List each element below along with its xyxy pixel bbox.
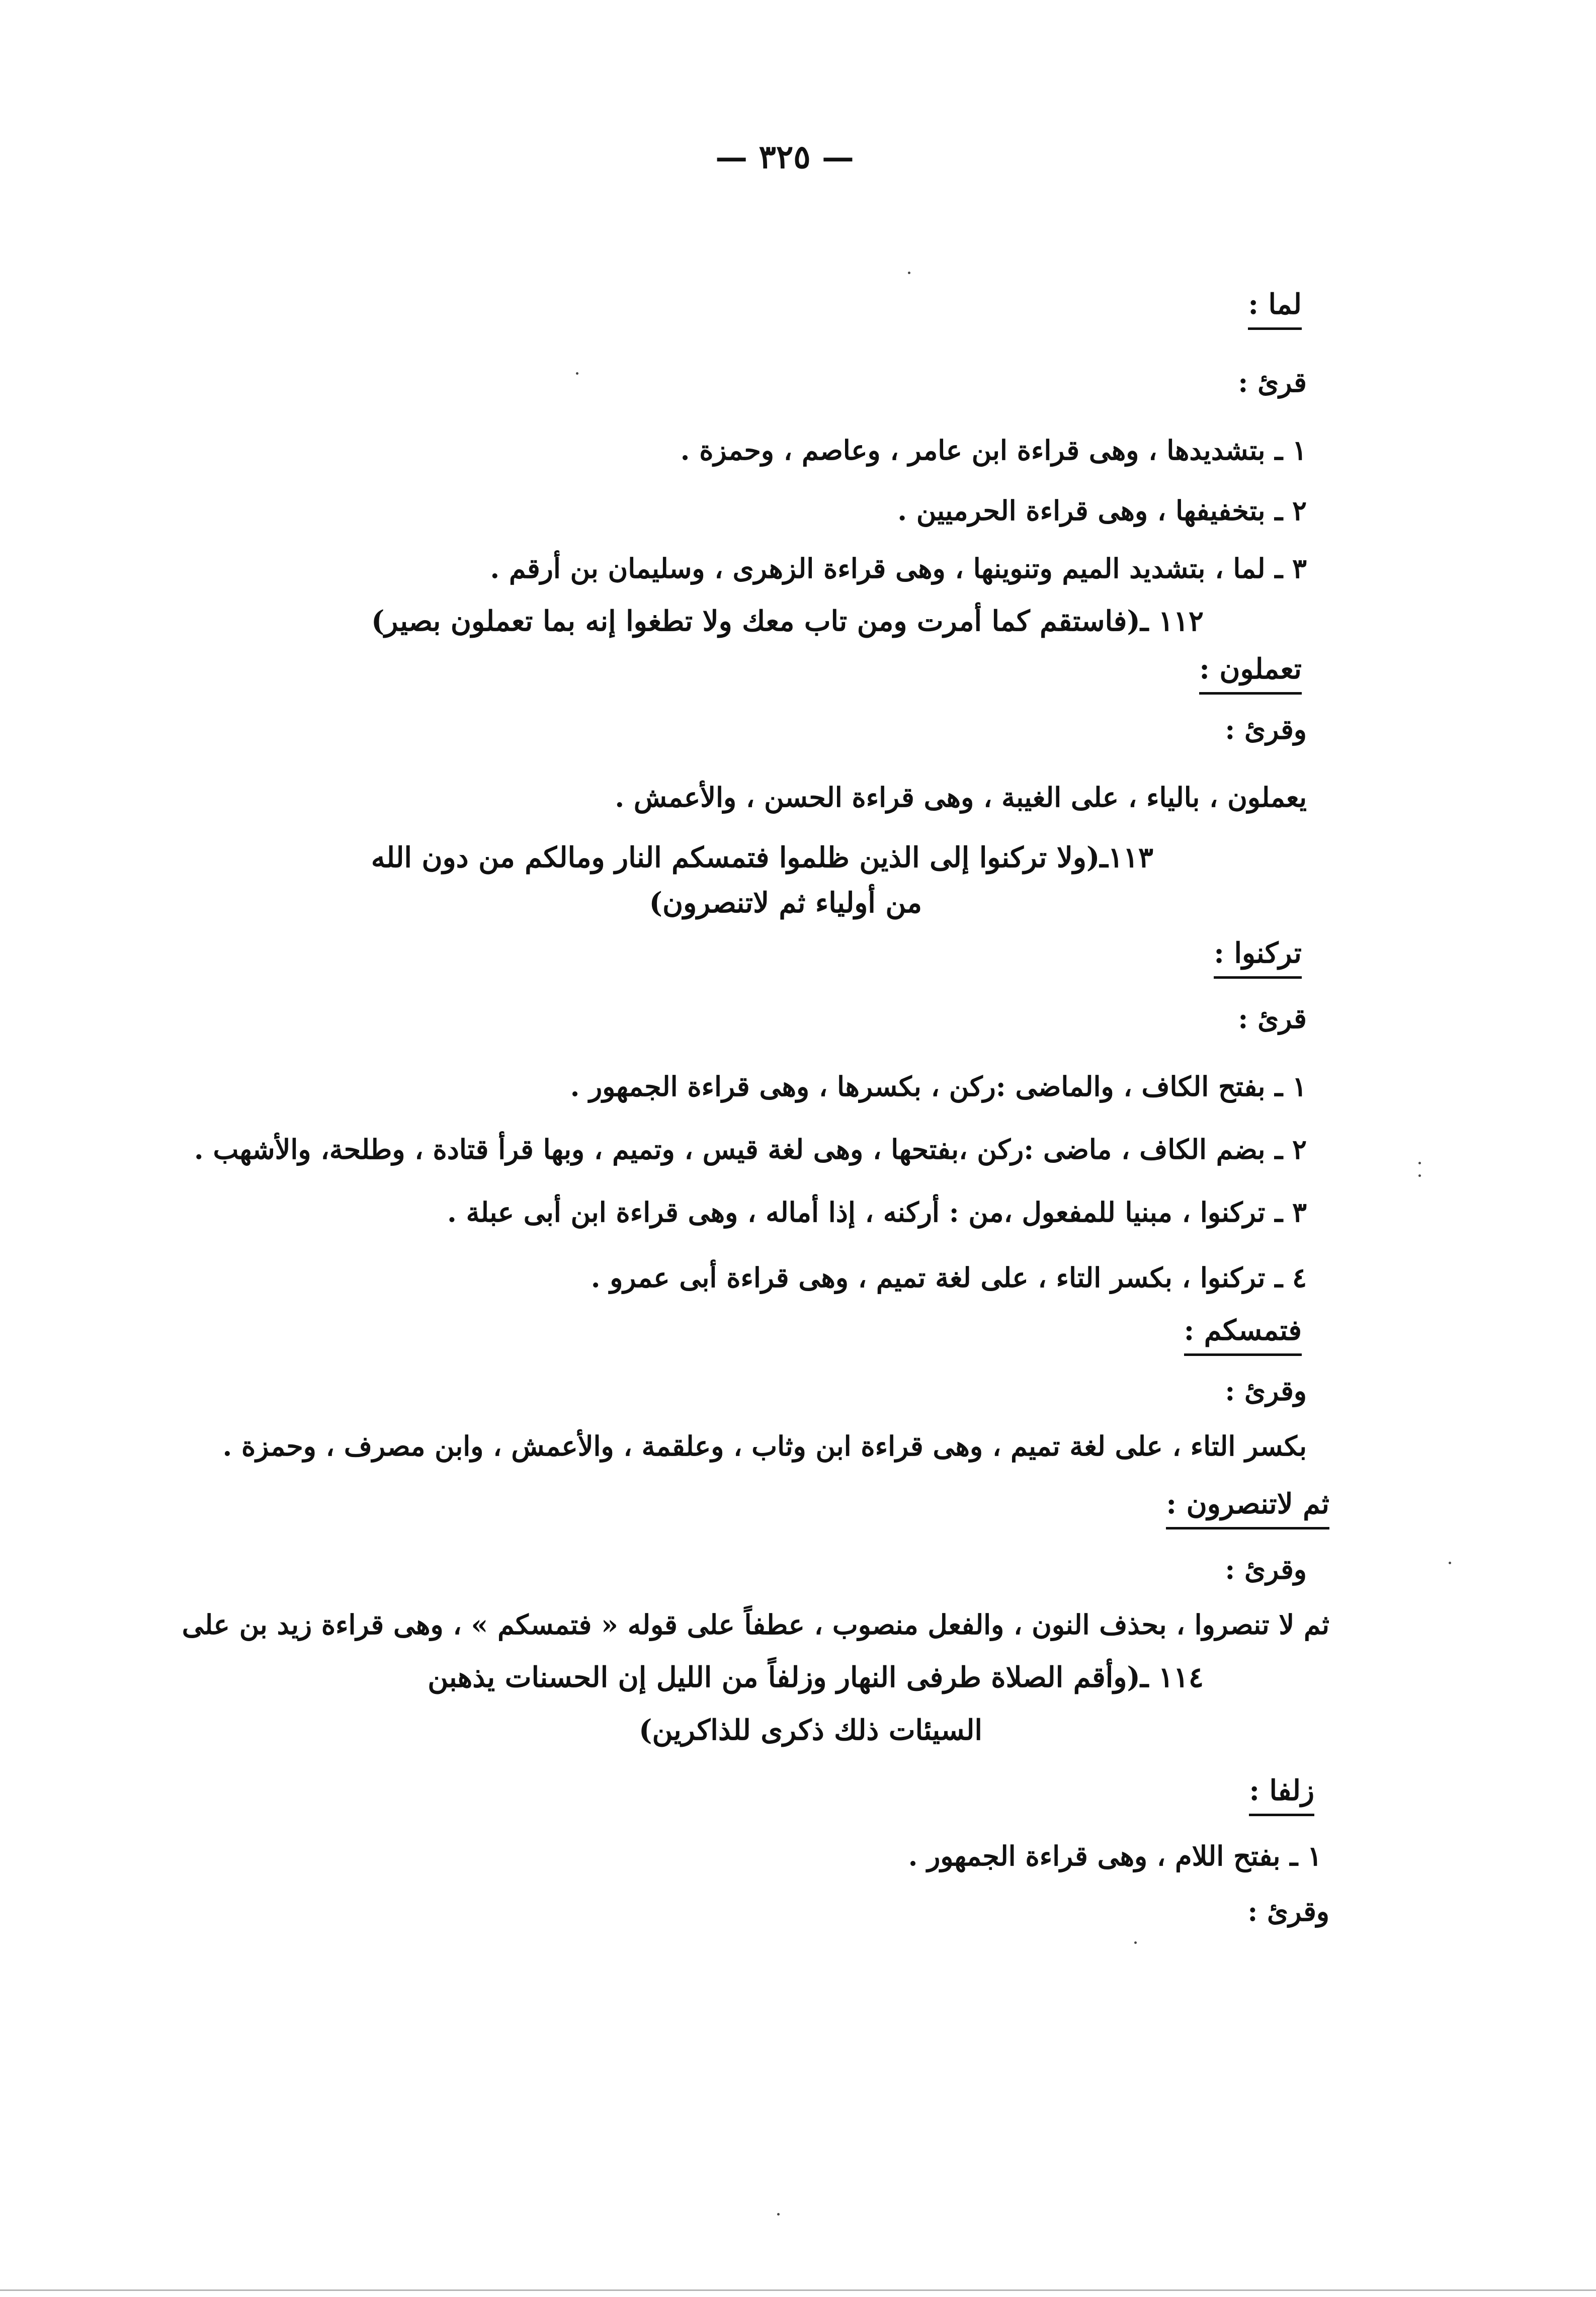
scan-speck bbox=[1134, 1941, 1137, 1944]
text-line: ١ ـ بفتح الكاف ، والماضى :ركن ، بكسرها ، وهى قراءة الجمهور . bbox=[570, 1070, 1307, 1102]
scan-speck bbox=[1449, 1562, 1451, 1564]
text-line: وقرئ : bbox=[1225, 1553, 1307, 1585]
scan-speck bbox=[1418, 1162, 1421, 1164]
heading-tarkanu: تركنوا : bbox=[1214, 933, 1302, 979]
verse-114-line-1: ١١٤ ـ(وأقم الصلاة طرفى النهار وزلفاً من الليل إن الحسنات يذهبن bbox=[428, 1661, 1204, 1694]
text-line: ٢ ـ بضم الكاف ، ماضى :ركن ،بفتحها ، وهى لغة قيس ، وتميم ، وبها قرأ قتادة ، وطلحة، والأشهب . bbox=[194, 1133, 1307, 1165]
text-line: وقرئ : bbox=[1225, 713, 1307, 745]
text-line: قرئ : bbox=[1238, 366, 1307, 398]
verse-114-line-2: السيئات ذلك ذكرى للذاكرين) bbox=[639, 1714, 982, 1747]
verse-113-line-2: من أولياء ثم لاتنصرون) bbox=[649, 886, 922, 919]
text-line: بكسر التاء ، على لغة تميم ، وهى قراءة ابن وثاب ، وعلقمة ، والأعمش ، وابن مصرف ، وحمزة . bbox=[222, 1430, 1307, 1462]
heading-fatamassakum: فتمسكم : bbox=[1184, 1310, 1302, 1356]
text-line: قرئ : bbox=[1238, 1002, 1307, 1035]
text-line: ١ ـ بفتح اللام ، وهى قراءة الجمهور . bbox=[908, 1840, 1322, 1872]
verse-112: ١١٢ ـ(فاستقم كما أمرت ومن تاب معك ولا تطغوا إنه بما تعملون بصير) bbox=[371, 605, 1204, 638]
heading-zulafan: زلفا : bbox=[1249, 1770, 1314, 1816]
text-line: ٣ ـ تركنوا ، مبنيا للمفعول ،من : أركنه ، إذا أماله ، وهى قراءة ابن أبى عبلة . bbox=[447, 1196, 1307, 1228]
text-line: ثم لا تنصروا ، بحذف النون ، والفعل منصوب ، عطفاً على قوله « فتمسكم » ، وهى قراءة زيد بن على bbox=[182, 1608, 1329, 1641]
text-line: وقرئ : bbox=[1247, 1895, 1329, 1927]
scan-speck bbox=[777, 2213, 780, 2216]
scan-speck bbox=[1418, 1174, 1421, 1177]
page-number: — ٣٢٥ — bbox=[715, 138, 854, 176]
scan-bottom-edge bbox=[0, 2289, 1596, 2291]
text-line: ٣ ـ لما ، بتشديد الميم وتنوينها ، وهى قراءة الزهرى ، وسليمان بن أرقم . bbox=[490, 552, 1307, 584]
text-line: ٢ ـ بتخفيفها ، وهى قراءة الحرميين . bbox=[897, 494, 1307, 527]
verse-113-line-1: ١١٣ـ(ولا تركنوا إلى الذين ظلموا فتمسكم النار ومالكم من دون الله bbox=[371, 841, 1153, 874]
text-line: وقرئ : bbox=[1225, 1375, 1307, 1407]
scan-speck bbox=[908, 272, 910, 274]
scan-speck bbox=[576, 372, 578, 375]
heading-lamma: لما : bbox=[1248, 284, 1302, 330]
heading-tamalun: تعملون : bbox=[1199, 649, 1302, 695]
text-line: ٤ ـ تركنوا ، بكسر التاء ، على لغة تميم ، وهى قراءة أبى عمرو . bbox=[591, 1261, 1307, 1294]
text-line: يعملون ، بالياء ، على الغيبة ، وهى قراءة الحسن ، والأعمش . bbox=[615, 781, 1307, 813]
text-line: ١ ـ بتشديدها ، وهى قراءة ابن عامر ، وعاصم ، وحمزة . bbox=[680, 434, 1307, 466]
heading-thumma-la-tunsarun: ثم لاتنصرون : bbox=[1166, 1484, 1329, 1529]
